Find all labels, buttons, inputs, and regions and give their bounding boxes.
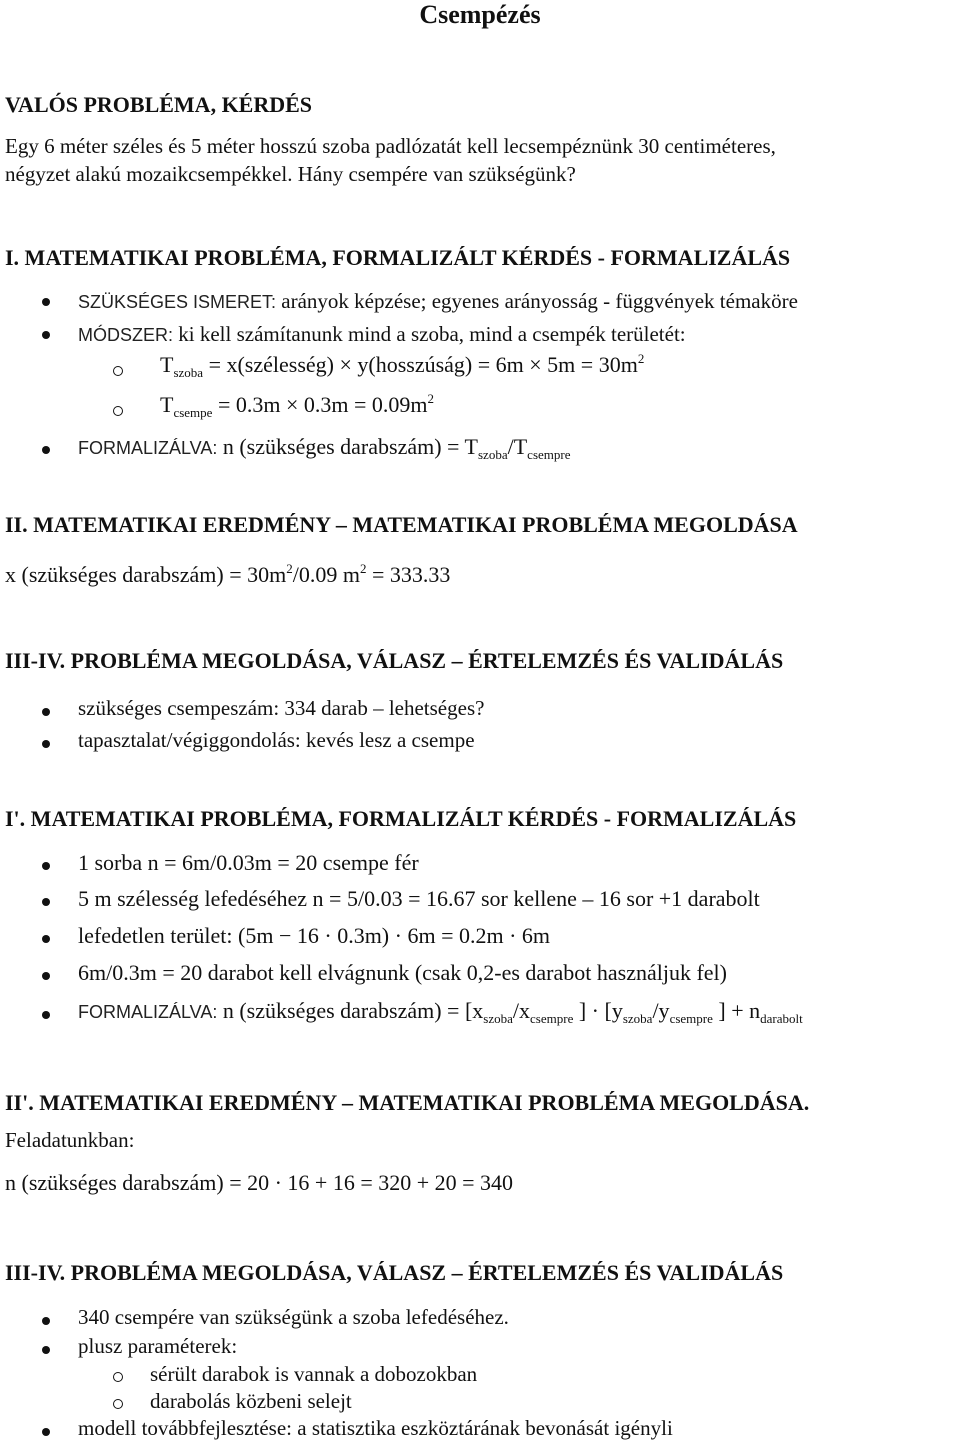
- bullet-icon: [42, 1346, 50, 1354]
- task-label: Feladatunkban:: [5, 1128, 135, 1152]
- bullet-icon: [42, 935, 50, 943]
- problem-text-line-2: négyzet alakú mozaikcsempékkel. Hány csempére van szükségünk?: [5, 162, 576, 186]
- formalized-item: FORMALIZÁLVA: n (szükséges darabszám) = $T_{szoba}/T_{csempre}$: [78, 434, 571, 462]
- bullet-icon: [42, 972, 50, 980]
- bullet-icon: [42, 331, 50, 339]
- method-text: ki kell számítanunk mind a szoba, mind a csempék területét:: [173, 322, 686, 346]
- method-item: [78, 322, 686, 347]
- bullet-icon: [42, 898, 50, 906]
- validation-item-1: szükséges csempeszám: 334 darab – lehetséges?: [78, 696, 485, 720]
- formalized-label: FORMALIZÁLVA:: [78, 438, 218, 458]
- bullet-icon: [42, 740, 50, 748]
- width-coverage-item: 5 m szélesség lefedéséhez n = 5/0.03 = 16.67 sor kellene – 16 sor +1 darabolt: [78, 886, 760, 911]
- bullet-icon: [42, 1317, 50, 1325]
- section-3-heading: III-IV. PROBLÉMA MEGOLDÁSA, VÁLASZ – ÉRTELEMZÉS ÉS VALIDÁLÁS: [5, 648, 784, 673]
- bullet-icon: [42, 708, 50, 716]
- section-2-prime-heading: II'. MATEMATIKAI EREDMÉNY – MATEMATIKAI PROBLÉMA MEGOLDÁSA.: [5, 1090, 810, 1115]
- uncovered-area-item: lefedetlen terület: (5m − 16 · 0.3m) · 6m = 0.2m · 6m: [78, 923, 551, 948]
- section-1-heading: I. MATEMATIKAI PROBLÉMA, FORMALIZÁLT KÉRDÉS - FORMALIZÁLÁS: [5, 245, 791, 270]
- section-1-prime-heading: I'. MATEMATIKAI PROBLÉMA, FORMALIZÁLT KÉRDÉS - FORMALIZÁLÁS: [5, 806, 797, 831]
- params-item: plusz paraméterek:: [78, 1334, 238, 1358]
- bullet-icon: [42, 446, 50, 454]
- bullet-icon: [42, 862, 50, 870]
- equation-tile-area: $T_{csempe} = 0.3m \times 0.3m = 0.09m^2$: [160, 391, 434, 420]
- section-real-problem-heading: VALÓS PROBLÉMA, KÉRDÉS: [5, 92, 313, 117]
- equation-room-area: $T_{szoba}$ = x(szélesség) × y(hosszúság) = $6m \times 5m = 30m^2$: [160, 351, 645, 380]
- section-2-heading: II. MATEMATIKAI EREDMÉNY – MATEMATIKAI PROBLÉMA MEGOLDÁSA: [5, 512, 798, 537]
- circle-bullet-icon: [113, 1372, 123, 1382]
- circle-bullet-icon: [113, 406, 123, 416]
- bullet-icon: [42, 298, 50, 306]
- final-equation: n (szükséges darabszám) = 20 · 16 + 16 = 320 + 20 = 340: [5, 1170, 514, 1195]
- equation-count: x (szükséges darabszám) = $30m^2/0.09$ $m^2 = 333.33$: [5, 561, 451, 587]
- formalized-prime-item: FORMALIZÁLVA: n (szükséges darabszám) = [$x_{szoba}/x_{csempre}$ ] · [$y_{szoba}/y_{csempre}$ ] + $n_{darabolt}$: [78, 998, 803, 1026]
- method-label: MÓDSZER:: [78, 325, 174, 345]
- cut-pieces-item: 6m/0.3m = 20 darabot kell elvágnunk (csak 0,2-es darabot használjuk fel): [78, 960, 727, 985]
- param-damaged: sérült darabok is vannak a dobozokban: [150, 1362, 478, 1386]
- knowledge-item: [78, 289, 798, 314]
- circle-bullet-icon: [113, 366, 123, 376]
- page-title: Csempézés: [419, 0, 541, 29]
- knowledge-text: arányok képzése; egyenes arányosság - függvények témaköre: [276, 289, 798, 313]
- section-3-prime-heading: III-IV. PROBLÉMA MEGOLDÁSA, VÁLASZ – ÉRTELEMZÉS ÉS VALIDÁLÁS: [5, 1260, 784, 1285]
- knowledge-label: SZÜKSÉGES ISMERET:: [78, 292, 277, 312]
- problem-text-line-1: Egy 6 méter széles és 5 méter hosszú szoba padlózatát kell lecsempéznünk 30 centiméteres,: [5, 134, 776, 158]
- bullet-icon: [42, 1011, 50, 1019]
- circle-bullet-icon: [113, 1399, 123, 1409]
- formalized-prime-label: FORMALIZÁLVA:: [78, 1002, 218, 1022]
- bullet-icon: [42, 1428, 50, 1436]
- param-waste: darabolás közbeni selejt: [150, 1389, 352, 1413]
- validation-item-2: tapasztalat/végiggondolás: kevés lesz a csempe: [78, 728, 475, 752]
- model-improvement-item: modell továbbfejlesztése: a statisztika eszköztárának bevonását igényli: [78, 1416, 673, 1440]
- row-count-item: 1 sorba n = 6m/0.03m = 20 csempe fér: [78, 850, 419, 875]
- answer-item: 340 csempére van szükségünk a szoba lefedéséhez.: [78, 1305, 509, 1329]
